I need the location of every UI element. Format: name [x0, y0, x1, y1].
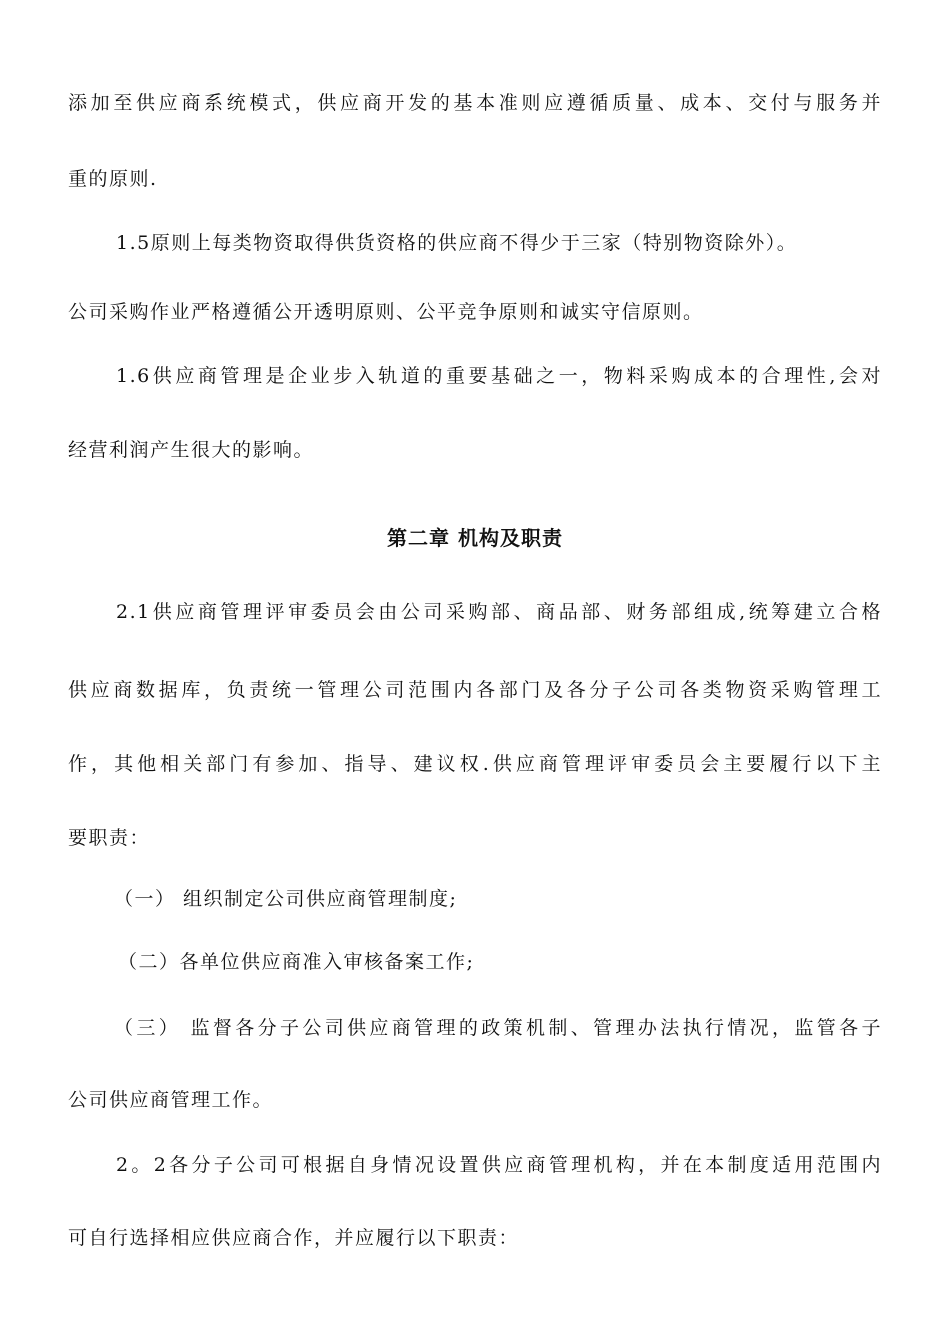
paragraph-line: 重的原则. [68, 168, 158, 190]
paragraph-line: 添加至供应商系统模式，供应商开发的基本准则应遵循质量、成本、交付与服务并 [68, 92, 882, 114]
paragraph-line: 2.1供应商管理评审委员会由公司采购部、商品部、财务部组成,统筹建立合格 [116, 601, 882, 623]
paragraph-line: 公司供应商管理工作。 [68, 1089, 274, 1111]
paragraph-line: 要职责： [68, 827, 151, 849]
paragraph-line: 公司采购作业严格遵循公开透明原则、公平竞争原则和诚实守信原则。 [68, 301, 704, 323]
list-item: （一） 组织制定公司供应商管理制度; [114, 888, 458, 910]
list-item: （二）各单位供应商准入审核备案工作; [118, 951, 475, 973]
paragraph-line: 供应商数据库，负责统一管理公司范围内各部门及各分子公司各类物资采购管理工 [68, 679, 882, 701]
paragraph-line: 2。2各分子公司可根据自身情况设置供应商管理机构，并在本制度适用范围内 [116, 1154, 882, 1176]
paragraph-line: 作，其他相关部门有参加、指导、建议权.供应商管理评审委员会主要履行以下主 [68, 753, 882, 775]
paragraph-line: 1.6供应商管理是企业步入轨道的重要基础之一，物料采购成本的合理性,会对 [116, 365, 882, 387]
list-item: （三） 监督各分子公司供应商管理的政策机制、管理办法执行情况，监管各子 [114, 1017, 882, 1039]
paragraph-line: 可自行选择相应供应商合作，并应履行以下职责： [68, 1227, 520, 1249]
chapter-heading: 第二章 机构及职责 [387, 526, 563, 550]
paragraph-line: 经营利润产生很大的影响。 [68, 439, 315, 461]
paragraph-line: 1.5原则上每类物资取得供货资格的供应商不得少于三家（特别物资除外）。 [116, 232, 798, 254]
